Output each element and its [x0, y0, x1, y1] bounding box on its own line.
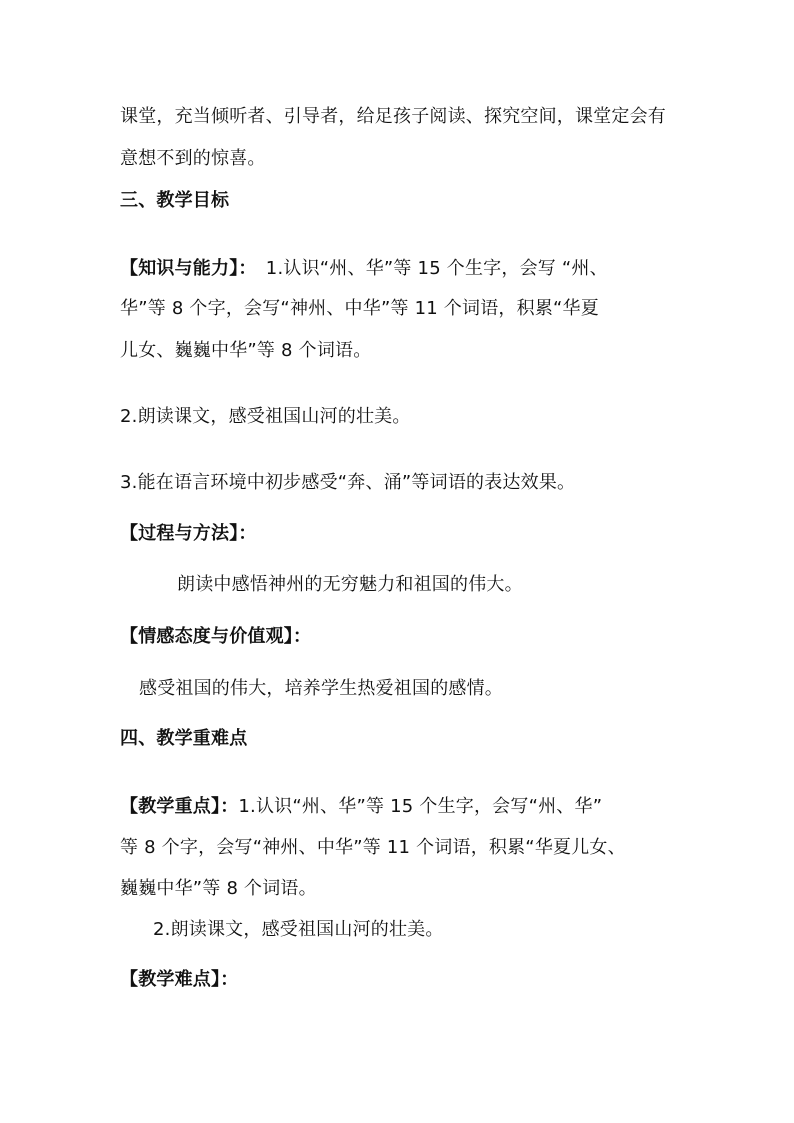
process-text: 朗读中感悟神州的无穷魅力和祖国的伟大。 [177, 574, 523, 595]
knowledge-label: 【知识与能力】： [120, 258, 248, 279]
paragraph-line-1: 课堂，充当倾听者、引导者，给足孩子阅读、探究空间，课堂定会有 [120, 106, 666, 127]
knowledge-text-1: 1.认识“州、华”等 15 个生字，会写 “州、 [247, 258, 608, 279]
process-label: 【过程与方法】： [120, 523, 257, 544]
keypoint-label: 【教学重点】： [120, 796, 239, 817]
keypoint-item-2: 2.朗读课文，感受祖国山河的壮美。 [153, 919, 444, 940]
keypoint-text-1: 1.认识“州、华”等 15 个生字，会写“州、华” [238, 796, 603, 817]
emotion-label: 【情感态度与价值观】： [120, 626, 312, 647]
knowledge-line-2: 华”等 8 个字，会写“神州、中华”等 11 个词语，积累“华夏 [120, 298, 599, 319]
keypoint-line-1 [120, 795, 602, 819]
paragraph-line-2: 意想不到的惊喜。 [120, 148, 266, 169]
goal-item-2: 2.朗读课文，感受祖国山河的壮美。 [120, 406, 411, 427]
knowledge-line-3: 儿女、巍巍中华”等 8 个词语。 [120, 340, 372, 361]
difficulty-label: 【教学难点】： [120, 969, 239, 990]
section-heading-keypoints: 四、教学重难点 [120, 728, 248, 749]
keypoint-line-3: 巍巍中华”等 8 个词语。 [120, 878, 317, 899]
goal-item-3: 3.能在语言环境中初步感受“奔、涌”等词语的表达效果。 [120, 472, 576, 493]
keypoint-line-2: 等 8 个字，会写“神州、中华”等 11 个词语，积累“华夏儿女、 [120, 837, 626, 858]
knowledge-line-1 [120, 257, 608, 281]
emotion-text: 感受祖国的伟大，培养学生热爱祖国的感情。 [139, 678, 503, 699]
section-heading-goals: 三、教学目标 [120, 190, 230, 211]
